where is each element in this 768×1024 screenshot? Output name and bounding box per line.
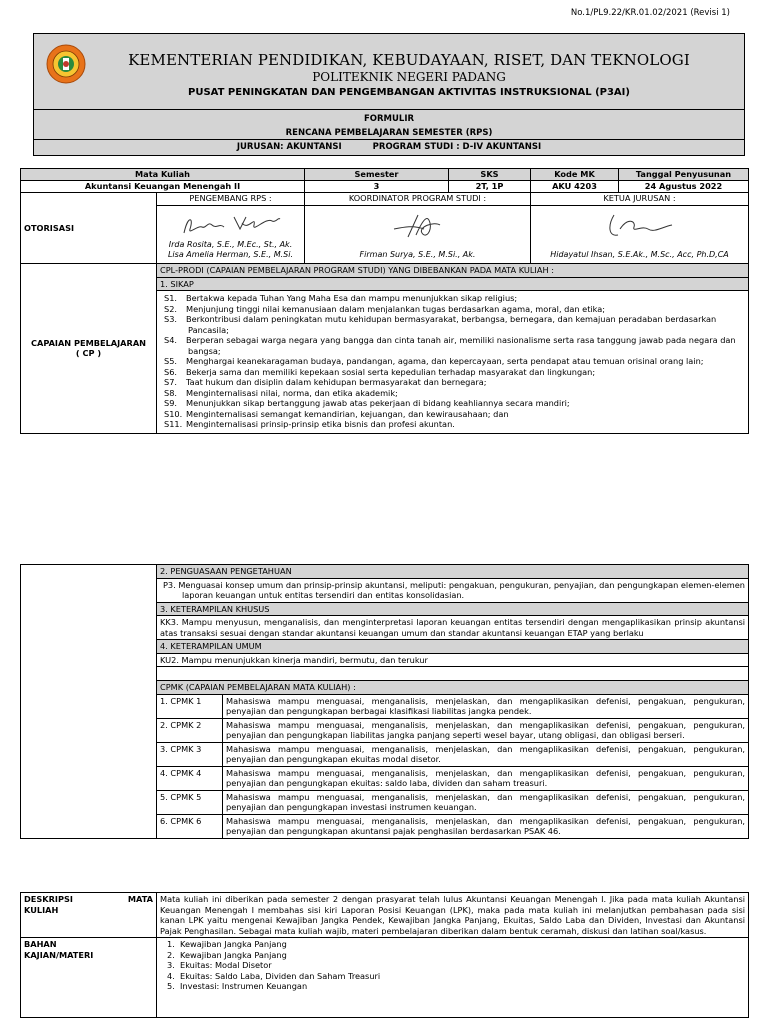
- date-value: 24 Agustus 2022: [619, 181, 749, 193]
- meta-header: Kode MK: [531, 169, 619, 181]
- meta-header: Tanggal Penyusunan: [619, 169, 749, 181]
- umum-title: 4. KETERAMPILAN UMUM: [157, 640, 749, 654]
- pengetahuan-text: P3. Menguasai konsep umum dan prinsip-prinsip akuntansi, meliputi: pengakuan, pengukuran, penyajian, dan pengungkapan elemen-elemen laporan keuangan untuk entitas tersendiri dan entitas konsolidasian.: [157, 578, 749, 602]
- sikap-text: Menghargai keanekaragaman budaya, pandangan, agama, dan kepercayaan, serta pendapat atau temuan orisinal orang lain;: [186, 356, 704, 366]
- sikap-text: Berkontribusi dalam peningkatan mutu kehidupan bermasyarakat, berbangsa, bernegara, dan kemajuan peradaban berdasarkan Pancasila;: [186, 314, 717, 335]
- signature-icon: [600, 211, 680, 245]
- program: PROGRAM STUDI : D-IV AKUNTANSI: [372, 142, 542, 152]
- sikap-code: S7.: [164, 377, 178, 387]
- sikap-text: Menginternalisasi prinsip-prinsip etika bisnis dan profesi akuntan.: [186, 419, 455, 429]
- bahan-item: 4. Ekuitas: Saldo Laba, Dividen dan Saham Treasuri: [167, 970, 381, 981]
- cpmk-text: Mahasiswa mampu menguasai, menganalisis, menjelaskan, dan mengaplikasikan defenisi, pengakuan, pengukuran, penyajian dan pengungkapan ekuitas: saldo laba, dividen dan saham treasuri.: [223, 766, 749, 790]
- deskripsi-label-part: DESKRIPSI: [24, 894, 73, 904]
- developer-name: Irda Rosita, S.E., M.Ec., St., Ak.: [168, 239, 293, 249]
- sikap-item: [160, 388, 745, 399]
- khusus-title: 3. KETERAMPILAN KHUSUS: [157, 602, 749, 616]
- deskripsi-label-part: KULIAH: [24, 904, 59, 915]
- cpmk-code: 5. CPMK 5: [157, 790, 223, 814]
- header-divider: [34, 139, 744, 140]
- rps-table-part1: [20, 168, 749, 434]
- sikap-code: S3.: [164, 314, 178, 324]
- sikap-item: [160, 293, 745, 304]
- department-program: [34, 142, 744, 153]
- sikap-code: S5.: [164, 356, 178, 366]
- sikap-text: Menginternalisasi nilai, norma, dan etika akademik;: [186, 387, 398, 398]
- sikap-item: [160, 367, 745, 378]
- sikap-code: S6.: [164, 366, 178, 377]
- head-name: Hidayatul Ihsan, S.E.Ak., M.Sc., Acc, Ph.D,CA: [550, 249, 729, 259]
- meta-header: SKS: [449, 169, 531, 181]
- sikap-item: [160, 356, 745, 367]
- course-name: Akuntansi Keuangan Menengah II: [21, 181, 305, 193]
- cpmk-code: 1. CPMK 1: [157, 694, 223, 718]
- deskripsi-label: [21, 893, 157, 938]
- form-title: RENCANA PEMBELAJARAN SEMESTER (RPS): [285, 128, 493, 138]
- rps-table-part2: [20, 564, 749, 839]
- sikap-text: Menunjukkan sikap bertanggung jawab atas pekerjaan di bidang keahliannya secara mandiri;: [186, 398, 570, 408]
- cpmk-code: 4. CPMK 4: [157, 766, 223, 790]
- header-divider: [34, 109, 744, 110]
- sikap-text: Bekerja sama dan memiliki kepekaan sosial serta kepedulian terhadap masyarakat dan lingkungan;: [186, 366, 596, 377]
- cpmk-title: CPMK (CAPAIAN PEMBELAJARAN MATA KULIAH) :: [157, 681, 749, 695]
- cpmk-code: 6. CPMK 6: [157, 814, 223, 838]
- signature-icon: [176, 211, 286, 241]
- unit-title: PUSAT PENINGKATAN DAN PENGEMBANGAN AKTIVITAS INSTRUKSIONAL (P3AI): [188, 87, 630, 98]
- bahan-label-part: BAHAN: [24, 939, 57, 949]
- institution-title: POLITEKNIK NEGERI PADANG: [312, 70, 506, 84]
- sikap-item: [160, 377, 745, 388]
- semester-value: 3: [305, 181, 449, 193]
- role-label: KETUA JURUSAN :: [531, 193, 749, 206]
- sikap-item: [160, 419, 745, 430]
- signature-icon: [388, 211, 448, 245]
- spacer-row: [157, 667, 749, 681]
- bahan-item: 2. Kewajiban Jangka Panjang: [167, 949, 287, 960]
- pengetahuan-title: 2. PENGUASAAN PENGETAHUAN: [157, 565, 749, 579]
- umum-text: KU2. Mampu menunjukkan kinerja mandiri, bermutu, dan terukur: [157, 653, 749, 667]
- otorisasi-label: OTORISASI: [21, 193, 157, 264]
- cp-label-continued: [21, 565, 157, 839]
- khusus-text: KK3. Mampu menyusun, menganalisis, dan menginterpretasi laporan keuangan entitas tersendiri dengan mengaplikasikan prinsip akuntansi atas transaksi sesuai dengan standar akuntansi keuangan umum dan standar akuntansi keuangan ETAP yang berlaku: [157, 616, 749, 640]
- sikap-text: Menginternalisasi semangat kemandirian, kejuangan, dan kewirausahaan; dan: [186, 408, 509, 419]
- cpmk-text: Mahasiswa mampu menguasai, menganalisis, menjelaskan, dan mengaplikasikan defenisi, pengakuan, pengukuran, penyajian dan pengungkapan berbagai klasifikasi liabilitas jangka pendek.: [223, 694, 749, 718]
- document-header: [33, 33, 745, 156]
- sikap-item: [160, 409, 745, 420]
- bahan-label: [21, 938, 157, 1018]
- cpmk-text: Mahasiswa mampu menguasai, menganalisis, menjelaskan, dan mengaplikasikan defenisi, pengakuan, pengukuran, penyajian dan pengungkapan investasi instrumen keuangan.: [223, 790, 749, 814]
- sikap-item: [160, 398, 745, 409]
- cp-label-line: ( CP ): [75, 348, 102, 359]
- sikap-code: S11.: [164, 419, 183, 429]
- bahan-label-part: KAJIAN/MATERI: [24, 949, 94, 960]
- cp-label: [21, 264, 157, 434]
- developer-name: Lisa Amelia Herman, S.E., M.Si.: [167, 249, 294, 259]
- sikap-code: S2.: [164, 303, 178, 314]
- meta-header: Mata Kuliah: [21, 169, 305, 181]
- course-code: AKU 4203: [531, 181, 619, 193]
- signature-developer: [157, 206, 305, 264]
- cpmk-text: Mahasiswa mampu menguasai, menganalisis, menjelaskan, dan mengaplikasikan defenisi, pengakuan, pengukuran, penyajian dan pengungkapan akuntansi pajak penghasilan berdasarkan PSAK 46.: [223, 814, 749, 838]
- document-number: No.1/PL9.22/KR.01.02/2021 (Revisi 1): [570, 8, 730, 18]
- sikap-title: 1. SIKAP: [157, 277, 749, 291]
- coordinator-name: Firman Surya, S.E., M.Si., Ak.: [359, 249, 476, 259]
- bahan-item: 3. Ekuitas: Modal Disetor: [167, 960, 272, 970]
- cpmk-text: Mahasiswa mampu menguasai, menganalisis, menjelaskan, dan mengaplikasikan defenisi, pengakuan, pengukuran, penyajian dan pengungkapan ekuitas modal disetor.: [223, 742, 749, 766]
- deskripsi-text: Mata kuliah ini diberikan pada semester 2 dengan prasyarat telah lulus Akuntansi Keuangan Menengah I. Jika pada mata kuliah Akuntansi Keuangan Menengah I membahas sisi kiri Laporan Posisi Keuangan (LPK), maka pada mata kuliah ini melanjutkan pembahasan pada sisi kanan LPK yaitu mengenai Kewajiban Jangka Pendek, Kewajiban Jangka Panjang, Ekuitas, Saldo Laba dan Dividen, Investasi dan Akuntansi Pajak Penghasilan. Sebagai mata kuliah wajib, materi pembelajaran diberikan dalam bentuk ceramah, diskusi dan latihan soal/kasus.: [157, 893, 749, 938]
- sikap-item: [160, 304, 745, 315]
- form-label: FORMULIR: [363, 114, 415, 124]
- sks-value: 2T, 1P: [449, 181, 531, 193]
- sikap-text: Bertakwa kepada Tuhan Yang Maha Esa dan mampu menunjukkan sikap religius;: [186, 293, 518, 303]
- sikap-code: S4.: [164, 335, 178, 345]
- sikap-text: Menjunjung tinggi nilai kemanusiaan dalam menjalankan tugas berdasarkan agama, moral, dan etika;: [186, 303, 606, 314]
- ministry-title: KEMENTERIAN PENDIDIKAN, KEBUDAYAAN, RISET, DAN TEKNOLOGI: [128, 51, 690, 69]
- sikap-code: S10.: [164, 408, 183, 419]
- sikap-list: [157, 291, 749, 434]
- rps-table-part3: [20, 892, 749, 1018]
- sikap-text: Taat hukum dan disiplin dalam kehidupan bermasyarakat dan bernegara;: [186, 377, 487, 387]
- cpmk-text: Mahasiswa mampu menguasai, menganalisis, menjelaskan, dan mengaplikasikan defenisi, pengakuan, pengukuran, penyajian dan pengungkapan liabilitas jangka panjang seperti wesel bayar, utang obligasi, dan obligasi berseri.: [223, 718, 749, 742]
- sikap-code: S8.: [164, 387, 178, 398]
- sikap-text: Berperan sebagai warga negara yang bangga dan cinta tanah air, memiliki nasionalisme serta rasa tanggung jawab pada negara dan bangsa;: [186, 335, 736, 356]
- sikap-item: [160, 335, 745, 356]
- bahan-list: [157, 938, 749, 1018]
- cp-label-line: CAPAIAN PEMBELAJARAN: [30, 337, 147, 348]
- bahan-item: 1. Kewajiban Jangka Panjang: [167, 939, 287, 949]
- sikap-item: [160, 314, 745, 335]
- signature-coordinator: [305, 206, 531, 264]
- cpmk-code: 2. CPMK 2: [157, 718, 223, 742]
- role-label: KOORDINATOR PROGRAM STUDI :: [305, 193, 531, 206]
- sikap-code: S1.: [164, 293, 178, 303]
- cpl-heading: CPL-PRODI (CAPAIAN PEMBELAJARAN PROGRAM STUDI) YANG DIBEBANKAN PADA MATA KULIAH :: [157, 264, 749, 278]
- signature-head: [531, 206, 749, 264]
- deskripsi-label-part: MATA: [127, 894, 153, 904]
- role-label: PENGEMBANG RPS :: [157, 193, 305, 206]
- sikap-code: S9.: [164, 398, 178, 408]
- cpmk-code: 3. CPMK 3: [157, 742, 223, 766]
- department: JURUSAN: AKUNTANSI: [236, 142, 342, 152]
- bahan-item: 5. Investasi: Instrumen Keuangan: [167, 981, 308, 991]
- meta-header: Semester: [305, 169, 449, 181]
